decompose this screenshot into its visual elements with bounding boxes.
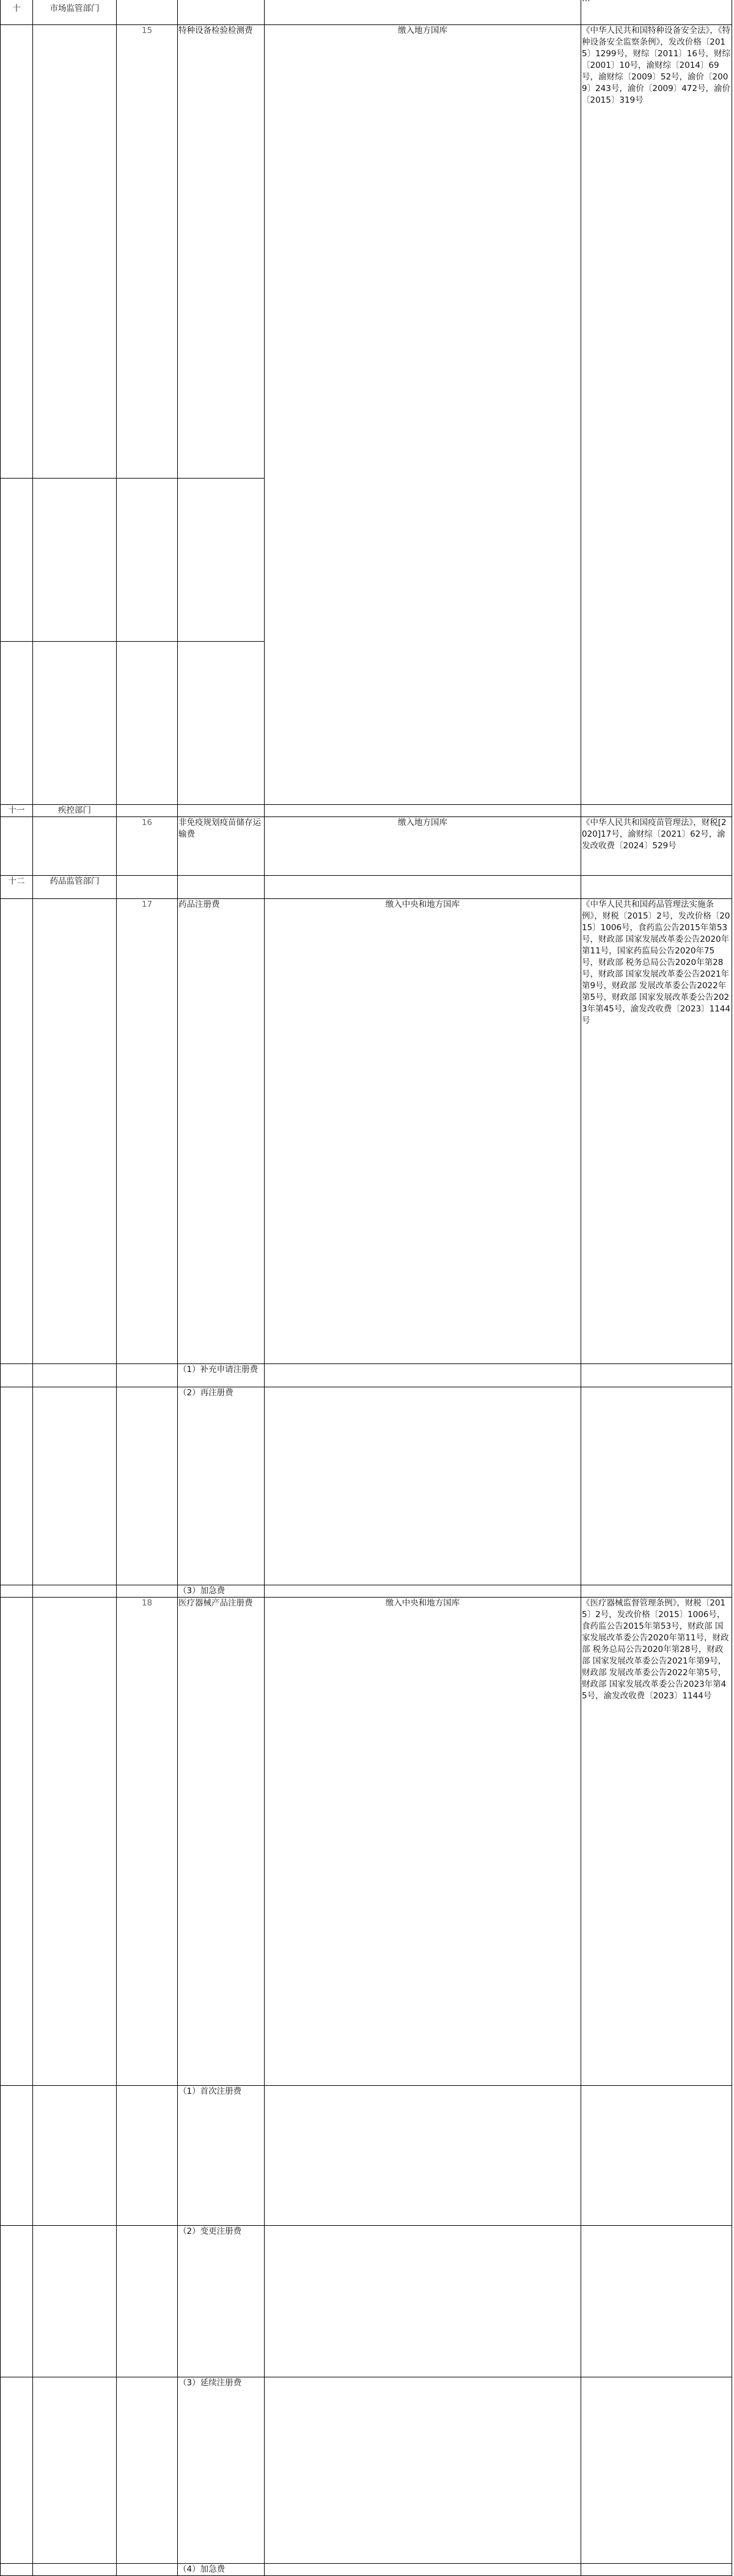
treasury: 缴入中央和地方国库: [265, 1598, 581, 2086]
treasury: 缴入地方国库: [265, 817, 581, 876]
treasury: 缴入地方国库: [265, 25, 581, 805]
category-dept: 市场监管部门: [33, 0, 117, 25]
table-row-category-10: [1, 0, 732, 25]
sub-item-name: （2）变更注册费: [178, 2226, 265, 2377]
sub-item-name: （2）再注册费: [178, 1387, 265, 1585]
table-row: [1, 25, 732, 479]
sub-item-name: （1）首次注册费: [178, 2086, 265, 2226]
table-row: [1, 1364, 732, 1387]
table-row: [1, 2564, 732, 2576]
category-seq: 十二: [1, 876, 33, 899]
sub-item-name: （3）加急费: [178, 1585, 265, 1598]
item-number: 18: [117, 1598, 178, 2086]
category-dept: 药品监管部门: [33, 876, 117, 899]
table-row: [1, 1598, 732, 2086]
item-name: 非免疫规划疫苗储存运输费: [178, 817, 265, 876]
item-name: 医疗器械产品注册费: [178, 1598, 265, 2086]
treasury: 缴入中央和地方国库: [265, 899, 581, 1364]
item-name: 药品注册费: [178, 899, 265, 1364]
category-dept: 疾控部门: [33, 805, 117, 817]
legal-basis: 《中华人民共和国特种设备安全法》，《特种设备安全监察条例》，发改价格〔2015〕1299号，财综〔2011〕16号，财综〔2001〕10号，渝财综〔2014〕69号，渝财综〔2009〕52号，渝价〔2009〕243号，渝价〔2009〕472号，渝价〔2015〕319号: [581, 25, 732, 805]
legal-basis: 《中华人民共和国疫苗管理法》，财税[2020]17号，渝财综〔2021〕62号，渝发改收费〔2024〕529号: [581, 817, 732, 876]
sub-item-name: （1）补充申请注册费: [178, 1364, 265, 1387]
item-number: 17: [117, 899, 178, 1364]
table-row: [1, 1387, 732, 1585]
table-row: [1, 2377, 732, 2564]
table-row: [1, 2086, 732, 2226]
truncated-note: [581, 0, 732, 25]
sub-item-name: （4）加急费: [178, 2564, 265, 2576]
table-row-category-12: [1, 876, 732, 899]
table-row-category-11: [1, 805, 732, 817]
item-name: 特种设备检验检测费: [178, 25, 265, 479]
legal-basis: 《中华人民共和国药品管理法实施条例》，财税〔2015〕2号，发改价格〔2015〕1006号，食药监公告2015年第53号，财政部 国家发展改革委公告2020年第11号，国家药监局公告2020年75号，财政部 税务总局公告2020年第28号，财政部 国家发展改革委公告2021年第9号，财政部 发展改革委公告2022年第5号，财政部 国家发展改革委公告2023年第45号，渝发改收费〔2023〕1144号: [581, 899, 732, 1364]
sub-item-name: （3）延续注册费: [178, 2377, 265, 2564]
legal-basis: 《医疗器械监督管理条例》，财税〔2015〕2号，发改价格〔2015〕1006号，食药监公告2015年第53号，财政部 国家发展改革委公告2020年第11号，财政部 税务总局公告2020年第28号，财政部 国家发展改革委公告2021年第9号，财政部 发展改革委公告2022年第5号，财政部 国家发展改革委公告2023年第45号，渝发改收费〔2023〕1144号: [581, 1598, 732, 2086]
category-seq: 十一: [1, 805, 33, 817]
table-row: [1, 899, 732, 1364]
item-number: 15: [117, 25, 178, 479]
table-row: [1, 2226, 732, 2377]
table-row: [1, 1585, 732, 1598]
category-seq: 十: [1, 0, 33, 25]
item-number: 16: [117, 817, 178, 876]
table-row: [1, 817, 732, 876]
